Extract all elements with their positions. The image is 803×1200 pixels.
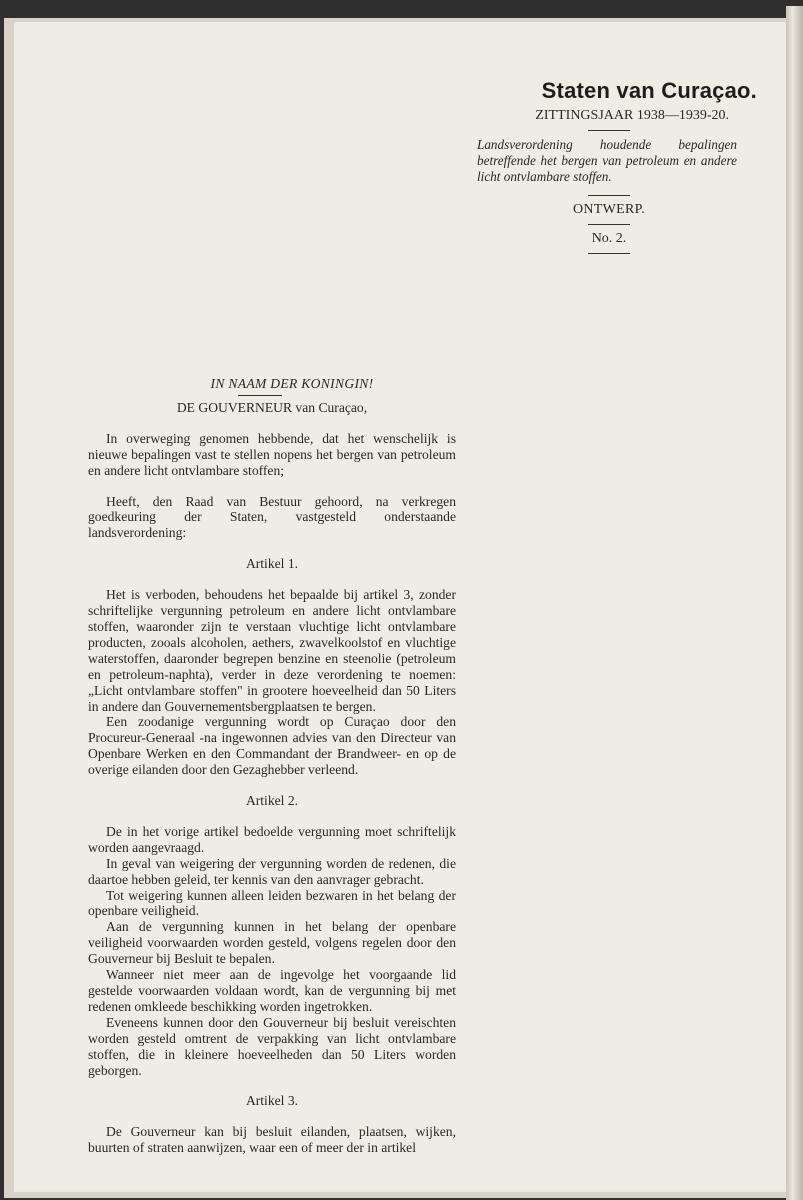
article-paragraph: De Gouverneur kan bij besluit eilanden, plaatsen, wijken, buurten of straten aanwijzen, waar een of meer der in artikel <box>88 1124 456 1156</box>
consideration: In overweging genomen hebbende, dat het wenschelijk is nieuwe bepalingen vast te stellen nopens het bergen van petroleum en andere licht ontvlambare stoffen; <box>88 430 456 478</box>
article-paragraph: Aan de vergunning kunnen in het belang der openbare veiligheid voorwaarden worden gesteld, volgens regelen door den Gouverneur bij Besluit te bepalen. <box>88 919 456 967</box>
divider <box>588 195 630 196</box>
article-paragraph: In geval van weigering der vergunning worden de redenen, die daartoe hebben geleid, ter kennis van den aanvrager gebracht. <box>88 855 456 887</box>
divider <box>238 395 282 396</box>
article-paragraph: De in het vorige artikel bedoelde vergunning moet schriftelijk worden aangevraagd. <box>88 823 456 855</box>
enactment: Heeft, den Raad van Bestuur gehoord, na verkregen goedkeuring der Staten, vastgesteld onderstaande landsverordening: <box>88 493 456 541</box>
session-year: ZITTINGSJAAR 1938—1939-20. <box>535 108 729 123</box>
article-paragraph: Het is verboden, behoudens het bepaalde bij artikel 3, zonder schriftelijke vergunning petroleum en andere licht ontvlambare stoffen, waaronder zijn te verstaan vluchtige licht ontvlambare producten, zooals alcoholen, aethers, zwavelkoolstof en vluchtige waterstoffen, daaronder begrepen benzine en steenolie (petroleum en petroleum-naphta), verder in deze verordening te noemen: „Licht ontvlambare stoffen" in grootere hoeveelheid dan 50 Liters in andere dan Gouvernementsbergplaatsen te bergen. <box>88 587 456 714</box>
document-number: No. 2. <box>591 231 627 246</box>
article-heading: Artikel 1. <box>245 556 299 572</box>
document-type: ONTWERP. <box>572 202 645 217</box>
divider <box>588 224 630 225</box>
divider <box>588 130 630 131</box>
document-subject: Landsverordening houdende bepalingen betreffende het bergen van petroleum en andere licht ontvlambare stoffen. <box>477 137 737 184</box>
journal-title: Staten van Curaçao. <box>541 78 757 103</box>
document-body <box>88 376 456 1156</box>
document-header <box>459 78 759 260</box>
page-edge <box>786 6 803 1200</box>
article-heading: Artikel 3. <box>245 1093 299 1109</box>
article-paragraph: Tot weigering kunnen alleen leiden bezwaren in het belang der openbare veiligheid. <box>88 887 456 919</box>
invocation: IN NAAM DER KONINGIN! <box>210 376 374 391</box>
article-paragraph: Wanneer niet meer aan de ingevolge het voorgaande lid gestelde voorwaarden voldaan wordt, kan de vergunning bij met redenen omkleede beschikking worden ingetrokken. <box>88 967 456 1014</box>
article-paragraph: Eveneens kunnen door den Gouverneur bij besluit vereischten worden gesteld omtrent de verpakking van licht ontvlambare stoffen, die in kleinere hoeveelheden dan 50 Liters worden geborgen. <box>88 1014 456 1078</box>
article-paragraph: Een zoodanige vergunning wordt op Curaçao door den Procureur-Generaal -na ingewonnen advies van den Directeur van Openbare Werken en den Commandant der Brandweer- en op de overige eilanden door den Gezaghebber verleend. <box>88 714 456 778</box>
divider <box>588 253 630 254</box>
article-heading: Artikel 2. <box>245 793 299 809</box>
issuer: DE GOUVERNEUR van Curaçao, <box>176 399 368 415</box>
